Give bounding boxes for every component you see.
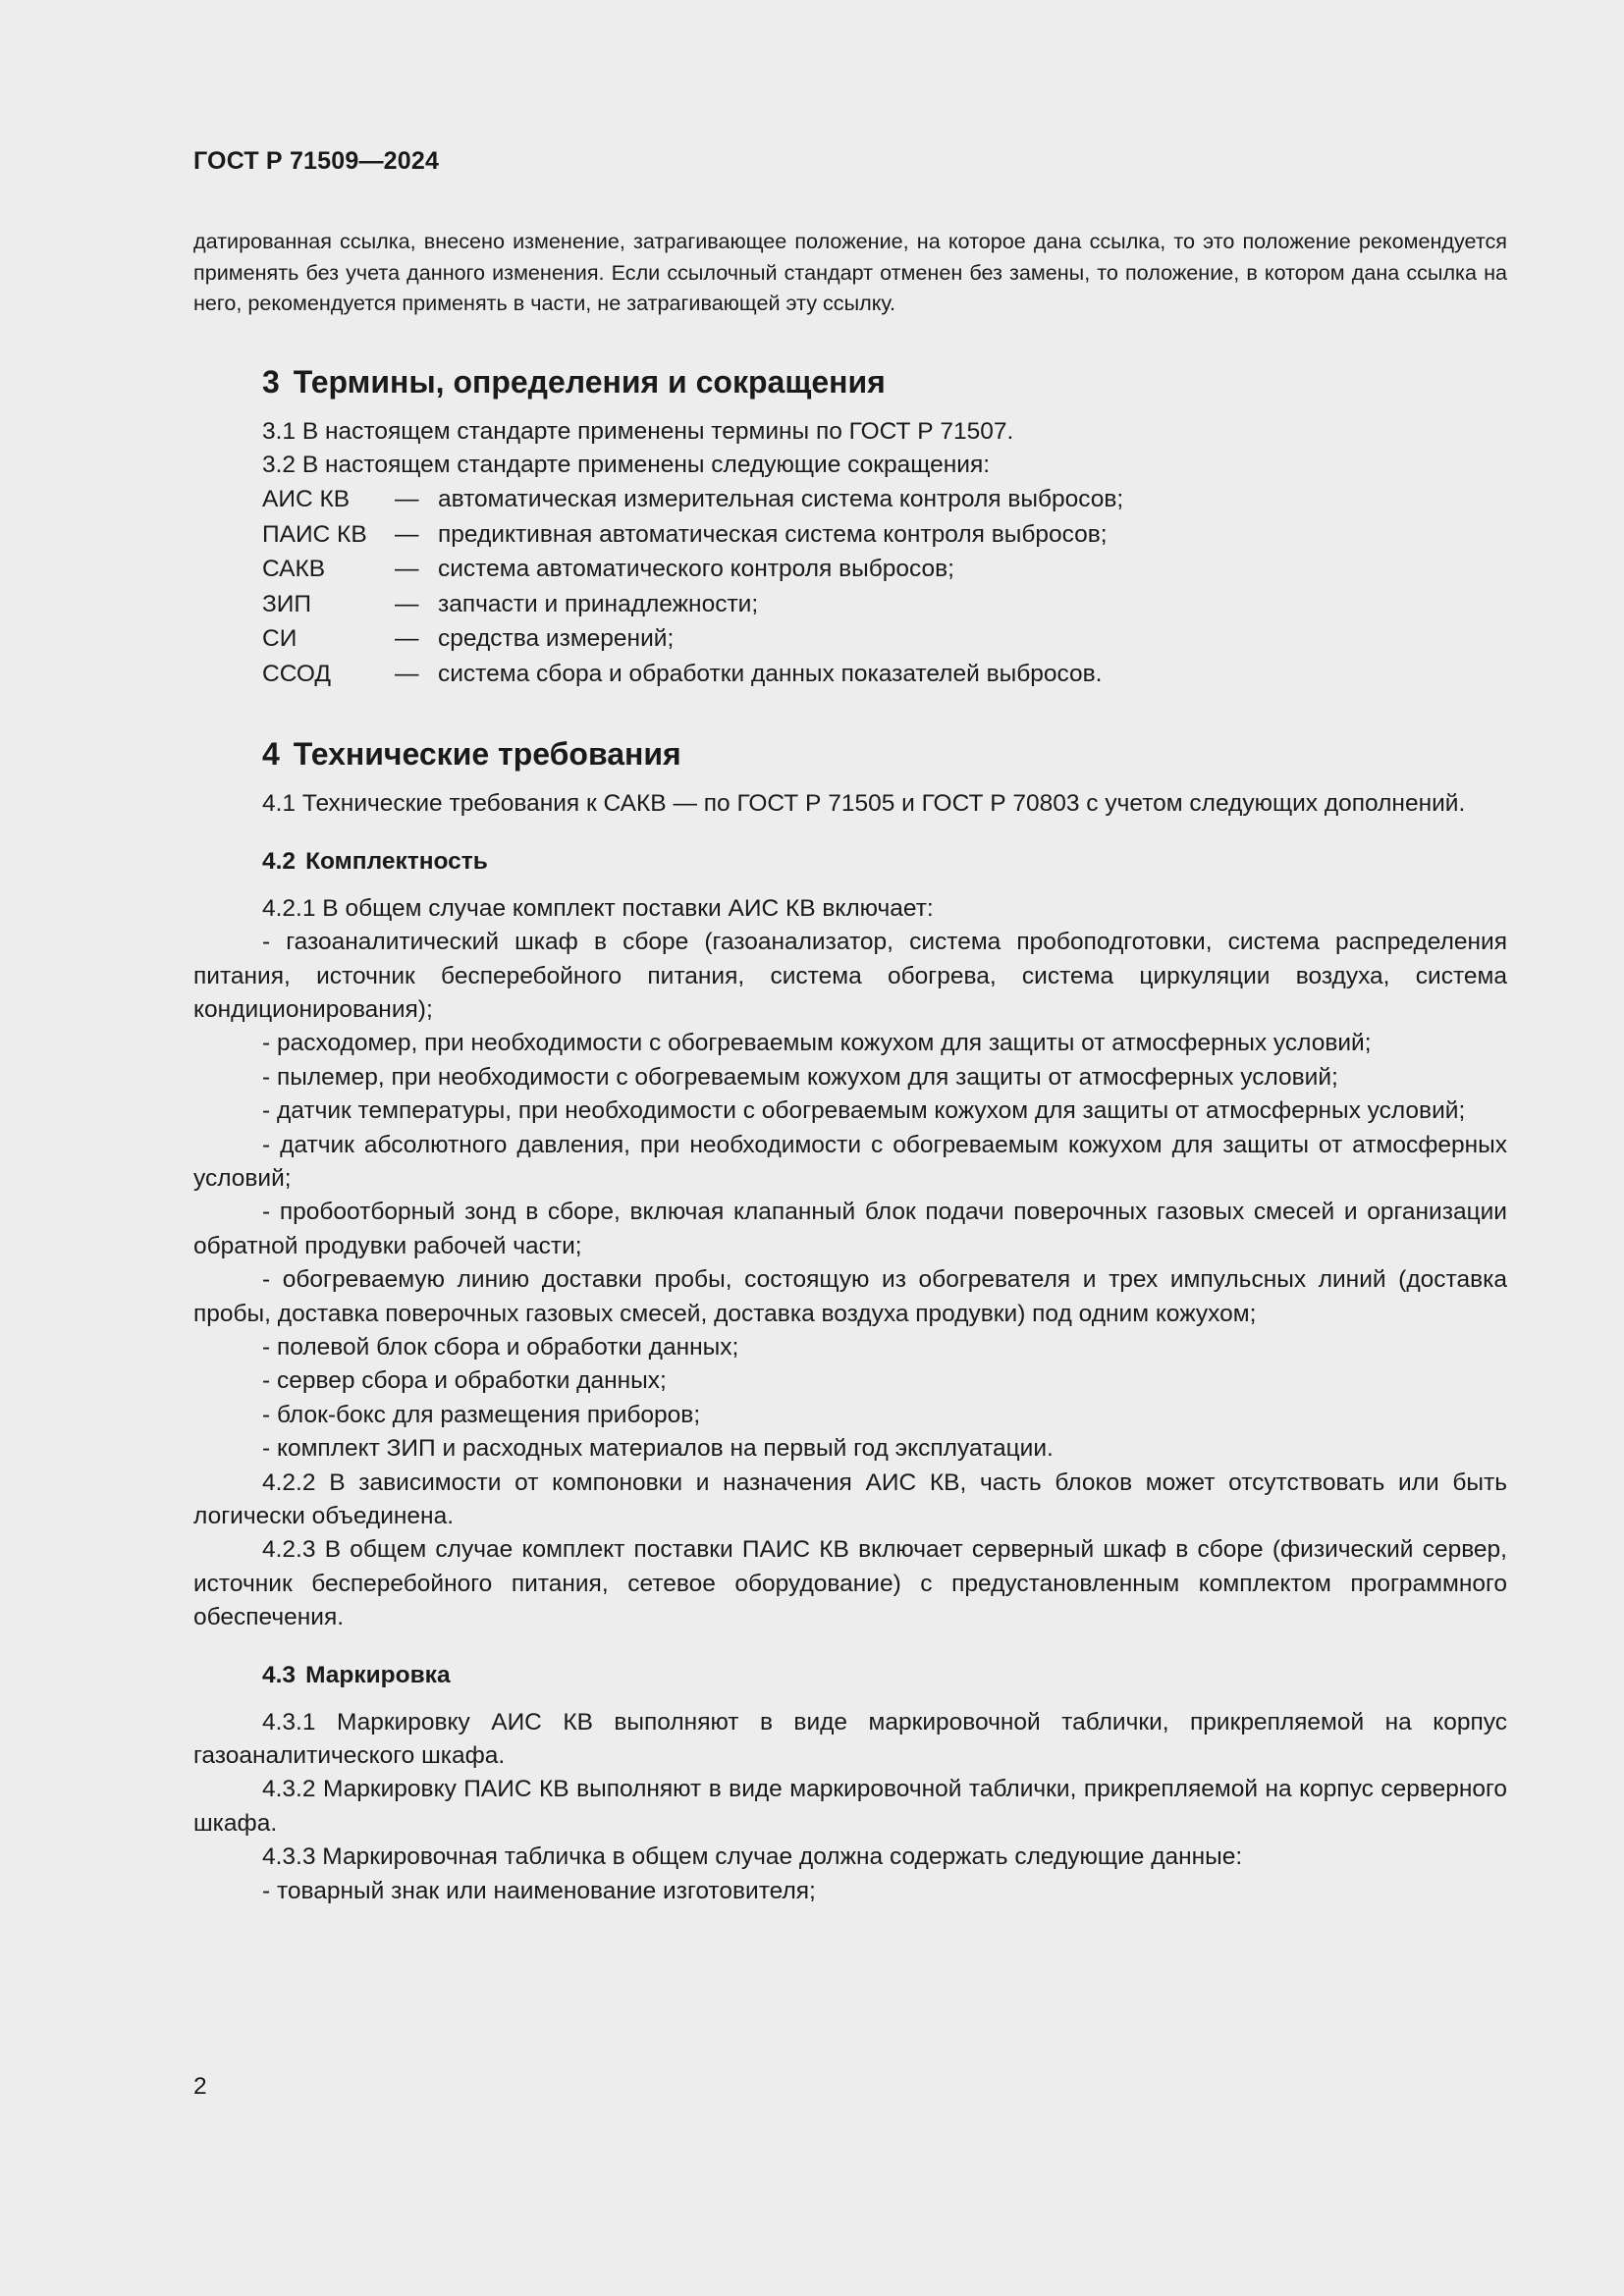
abbreviation-term: САКВ	[262, 556, 326, 583]
paragraph-4-2-3: 4.2.3 В общем случае комплект поставки ПАИС КВ включает серверный шкаф в сборе (физический сервер, источник бесперебойного питания, сетевое оборудование) с предустановленным комплектом программного обеспечения.	[193, 1536, 1507, 1631]
list-item: - расходомер, при необходимости с обогреваемым кожухом для защиты от атмосферных условий;	[262, 1030, 1372, 1057]
list-item: - пробоотборный зонд в сборе, включая клапанный блок подачи поверочных газовых смесей и организации обратной продувки рабочей части;	[193, 1199, 1507, 1259]
abbreviation-term: АИС КВ	[262, 486, 351, 513]
subsection-4-2-heading	[262, 845, 1507, 879]
paragraph-4-3-3: 4.3.3 Маркировочная табличка в общем случае должна содержать следующие данные:	[262, 1843, 1243, 1871]
abbreviation-term: ЗИП	[262, 590, 312, 617]
subsection-4-3-heading	[262, 1659, 1507, 1692]
section-4-heading	[262, 734, 1507, 774]
abbreviation-dash: —	[395, 625, 419, 653]
paragraph-4-3-2: 4.3.2 Маркировку ПАИС КВ выполняют в виде маркировочной таблички, прикрепляемой на корпус серверного шкафа.	[193, 1776, 1507, 1837]
abbreviation-dash: —	[395, 556, 419, 583]
list-item: - блок-бокс для размещения приборов;	[262, 1401, 701, 1428]
list-item: - обогреваемую линию доставки пробы, состоящую из обогревателя и трех импульсных линий (доставка пробы, доставка поверочных газовых смесей, доставка воздуха продувки) под одним кожухом;	[193, 1266, 1507, 1327]
section-4-title: Технические требования	[293, 736, 681, 773]
abbreviation-list	[193, 482, 1507, 691]
abbreviation-dash: —	[395, 486, 419, 513]
section-3-heading	[262, 362, 1507, 401]
abbreviation-definition: автоматическая измерительная система контроля выбросов;	[438, 486, 1124, 513]
intro-paragraph: датированная ссылка, внесено изменение, затрагивающее положение, на которое дана ссылка, то это положение рекомендуется применять без учета данного изменения. Если ссылочный стандарт отменен без замены, то положение, в котором дана ссылка на него, рекомендуется применять в части, не затрагивающей эту ссылку.	[193, 229, 1507, 315]
section-3-title: Термины, определения и сокращения	[293, 363, 886, 400]
paragraph-3-2: 3.2 В настоящем стандарте применены следующие сокращения:	[262, 451, 991, 478]
list-item: - газоаналитический шкаф в сборе (газоанализатор, система пробоподготовки, система распределения питания, источник бесперебойного питания, система обогрева, система циркуляции воздуха, система кондиционирования);	[193, 929, 1507, 1023]
list-item: - сервер сбора и обработки данных;	[262, 1367, 667, 1395]
abbreviation-definition: система автоматического контроля выбросов;	[438, 556, 954, 583]
document-code-header: ГОСТ Р 71509—2024	[193, 147, 440, 175]
abbreviation-row	[262, 552, 1507, 587]
paragraph-4-2-2: 4.2.2 В зависимости от компоновки и назначения АИС КВ, часть блоков может отсутствовать или быть логически объединена.	[193, 1468, 1507, 1530]
subsection-4-2-number: 4.2	[262, 847, 297, 875]
list-item: - датчик абсолютного давления, при необходимости с обогреваемым кожухом для защиты от атмосферных условий;	[193, 1131, 1507, 1192]
subsection-4-3-title: Маркировка	[305, 1661, 451, 1688]
subsection-4-2-title: Комплектность	[305, 847, 488, 875]
abbreviation-definition: запчасти и принадлежности;	[438, 590, 759, 617]
paragraph-4-2-1: 4.2.1 В общем случае комплект поставки АИС КВ включает:	[262, 894, 934, 922]
abbreviation-dash: —	[395, 660, 419, 687]
paragraph-4-1: 4.1 Технические требования к САКВ — по ГОСТ Р 71505 и ГОСТ Р 70803 с учетом следующих дополнений.	[262, 790, 1466, 818]
list-item: - полевой блок сбора и обработки данных;	[262, 1334, 739, 1361]
abbreviation-dash: —	[395, 590, 419, 617]
abbreviation-term: СИ	[262, 625, 298, 653]
subsection-4-3-number: 4.3	[262, 1661, 297, 1688]
list-item: - комплект ЗИП и расходных материалов на первый год эксплуатации.	[262, 1435, 1054, 1463]
abbreviation-row	[262, 657, 1507, 692]
abbreviation-row	[262, 517, 1507, 553]
abbreviation-definition: предиктивная автоматическая система контроля выбросов;	[438, 520, 1108, 548]
section-4-number: 4	[262, 736, 280, 773]
abbreviation-term: ССОД	[262, 660, 331, 687]
page-content	[193, 226, 1507, 1908]
list-item: - датчик температуры, при необходимости с обогреваемым кожухом для защиты от атмосферных условий;	[262, 1097, 1466, 1125]
abbreviation-dash: —	[395, 520, 419, 548]
page-number: 2	[193, 2073, 207, 2100]
abbreviation-row	[262, 482, 1507, 517]
abbreviation-definition: средства измерений;	[438, 625, 675, 653]
paragraph-3-1: 3.1 В настоящем стандарте применены термины по ГОСТ Р 71507.	[262, 417, 1014, 445]
abbreviation-term: ПАИС КВ	[262, 520, 367, 548]
list-item: - пылемер, при необходимости с обогреваемым кожухом для защиты от атмосферных условий;	[262, 1063, 1338, 1091]
paragraph-4-3-1: 4.3.1 Маркировку АИС КВ выполняют в виде маркировочной таблички, прикрепляемой на корпус газоаналитического шкафа.	[193, 1708, 1507, 1770]
abbreviation-row	[262, 587, 1507, 622]
abbreviation-row	[262, 621, 1507, 657]
section-3-number: 3	[262, 363, 280, 400]
list-item: - товарный знак или наименование изготовителя;	[262, 1877, 816, 1904]
abbreviation-definition: система сбора и обработки данных показателей выбросов.	[438, 660, 1103, 687]
